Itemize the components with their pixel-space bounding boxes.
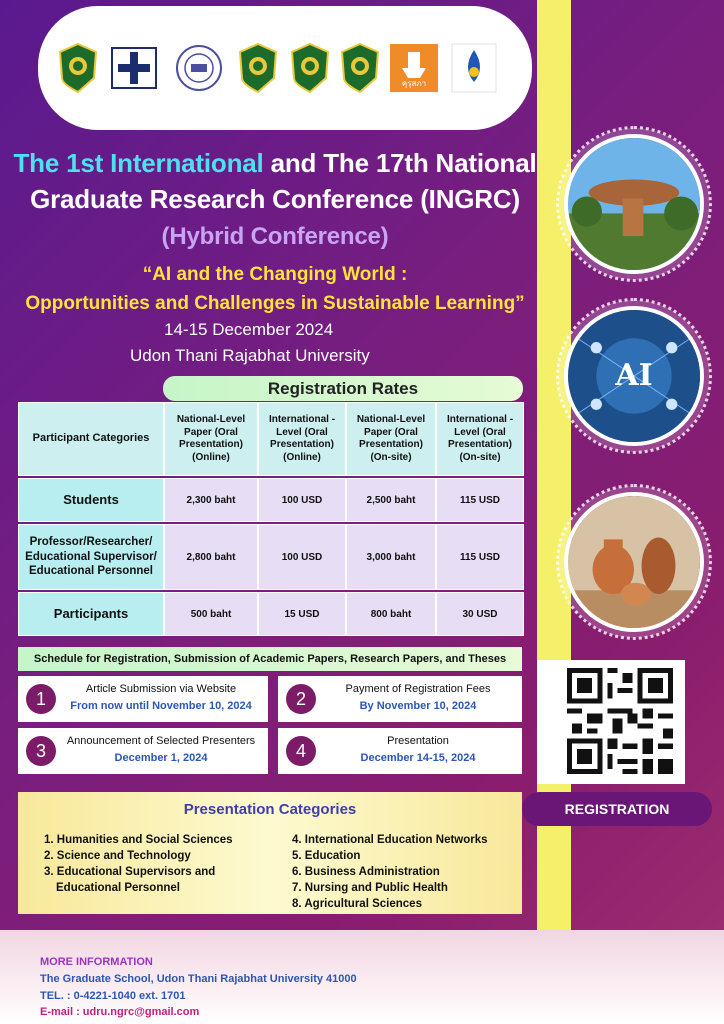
cross-emblem-icon — [110, 42, 158, 94]
title-highlight: The 1st International — [13, 148, 264, 178]
rate-cell: 115 USD — [436, 478, 524, 522]
rate-cell: 2,300 baht — [164, 478, 258, 522]
schedule-title: Article Submission via Website — [85, 683, 237, 695]
theme-line-1: “AI and the Changing World : — [142, 264, 408, 285]
blue-drop-logo-icon — [450, 42, 498, 94]
logo-caption: คุรุสภา — [401, 79, 427, 88]
category-item: Educational Personnel — [56, 882, 180, 894]
registration-qr-code[interactable] — [537, 660, 685, 784]
rate-cell: 2,800 baht — [164, 524, 258, 590]
yellow-decor-strip — [537, 0, 571, 930]
step-number-badge: 4 — [286, 736, 316, 766]
category-item: 6. Business Administration — [292, 866, 440, 878]
university-seal-icon — [288, 42, 332, 94]
conference-subtitle: (Hybrid Conference) — [161, 223, 389, 250]
qr-code-icon — [567, 668, 673, 774]
schedule-item — [278, 728, 522, 774]
round-seal-icon — [174, 42, 224, 94]
category-item: 7. Nursing and Public Health — [292, 882, 448, 894]
step-number-badge: 1 — [26, 684, 56, 714]
logo-bar — [38, 6, 532, 130]
schedule-title: Presentation — [387, 735, 449, 747]
schedule-item — [278, 676, 522, 722]
schedule-date: By November 10, 2024 — [359, 700, 477, 712]
rate-cell: 800 baht — [346, 592, 436, 636]
schedule-date: December 14-15, 2024 — [360, 752, 476, 764]
orange-organization-logo-icon — [390, 44, 438, 92]
ai-label: AI — [615, 358, 653, 393]
rock-formation-photo — [564, 134, 704, 274]
column-header: National-Level Paper (Oral Presentation) (On-site) — [346, 402, 436, 476]
conference-title-line-2: Graduate Research Conference (INGRC) — [30, 184, 520, 214]
category-item: 5. Education — [292, 850, 361, 862]
schedule-date: From now until November 10, 2024 — [70, 700, 252, 712]
schedule-title: Payment of Registration Fees — [345, 683, 491, 695]
registration-rates-header: Registration Rates — [163, 376, 523, 401]
event-date: 14-15 December 2024 — [164, 320, 334, 339]
university-seal-icon — [56, 42, 100, 94]
schedule-header: Schedule for Registration, Submission of Academic Papers, Research Papers, and Theses — [18, 647, 522, 671]
step-number-badge: 2 — [286, 684, 316, 714]
presentation-categories-title: Presentation Categories — [183, 801, 357, 818]
schedule-item — [18, 676, 268, 722]
pottery-photo — [564, 492, 704, 632]
schedule-title: Announcement of Selected Presenters — [66, 735, 256, 747]
category-item: 4. International Education Networks — [292, 834, 488, 846]
column-header: International - Level (Oral Presentation) (Online) — [258, 402, 346, 476]
category-item: 1. Humanities and Social Sciences — [44, 834, 233, 846]
rate-cell: 2,500 baht — [346, 478, 436, 522]
university-seal-icon — [236, 42, 280, 94]
presentation-categories-panel — [18, 792, 522, 914]
rate-cell: 100 USD — [258, 524, 346, 590]
category-item: 2. Science and Technology — [44, 850, 191, 862]
column-header: National-Level Paper (Oral Presentation) (Online) — [164, 402, 258, 476]
step-number-badge: 3 — [26, 736, 56, 766]
ai-network-photo — [564, 306, 704, 446]
more-info-email[interactable]: E-mail : udru.ngrc@gmail.com — [40, 1006, 200, 1018]
row-category: Participants — [18, 592, 164, 636]
rate-cell: 115 USD — [436, 524, 524, 590]
registration-button[interactable]: REGISTRATION — [522, 792, 712, 826]
more-info-address: The Graduate School, Udon Thani Rajabhat University 41000 — [40, 973, 357, 985]
category-item: 3. Educational Supervisors and — [44, 866, 216, 878]
row-category: Students — [18, 478, 164, 522]
theme-line-2: Opportunities and Challenges in Sustainable Learning” — [25, 293, 525, 314]
more-info-phone: TEL. : 0-4221-1040 ext. 1701 — [40, 990, 186, 1002]
rate-cell: 15 USD — [258, 592, 346, 636]
row-category: Professor/Researcher/ Educational Supervisor/ Educational Personnel — [18, 524, 164, 590]
event-venue: Udon Thani Rajabhat University — [130, 346, 370, 365]
participant-categories-header: Participant Categories — [18, 402, 164, 476]
rate-cell: 100 USD — [258, 478, 346, 522]
conference-title-line-1 — [0, 148, 550, 179]
rate-cell: 30 USD — [436, 592, 524, 636]
rate-cell: 500 baht — [164, 592, 258, 636]
category-item: 8. Agricultural Sciences — [292, 898, 422, 910]
university-seal-icon — [338, 42, 382, 94]
title-rest: and The 17th National — [263, 148, 537, 178]
more-info-title: MORE INFORMATION — [40, 956, 153, 968]
schedule-date: December 1, 2024 — [114, 752, 208, 764]
column-header: International - Level (Oral Presentation) (On-site) — [436, 402, 524, 476]
rate-cell: 3,000 baht — [346, 524, 436, 590]
schedule-item — [18, 728, 268, 774]
